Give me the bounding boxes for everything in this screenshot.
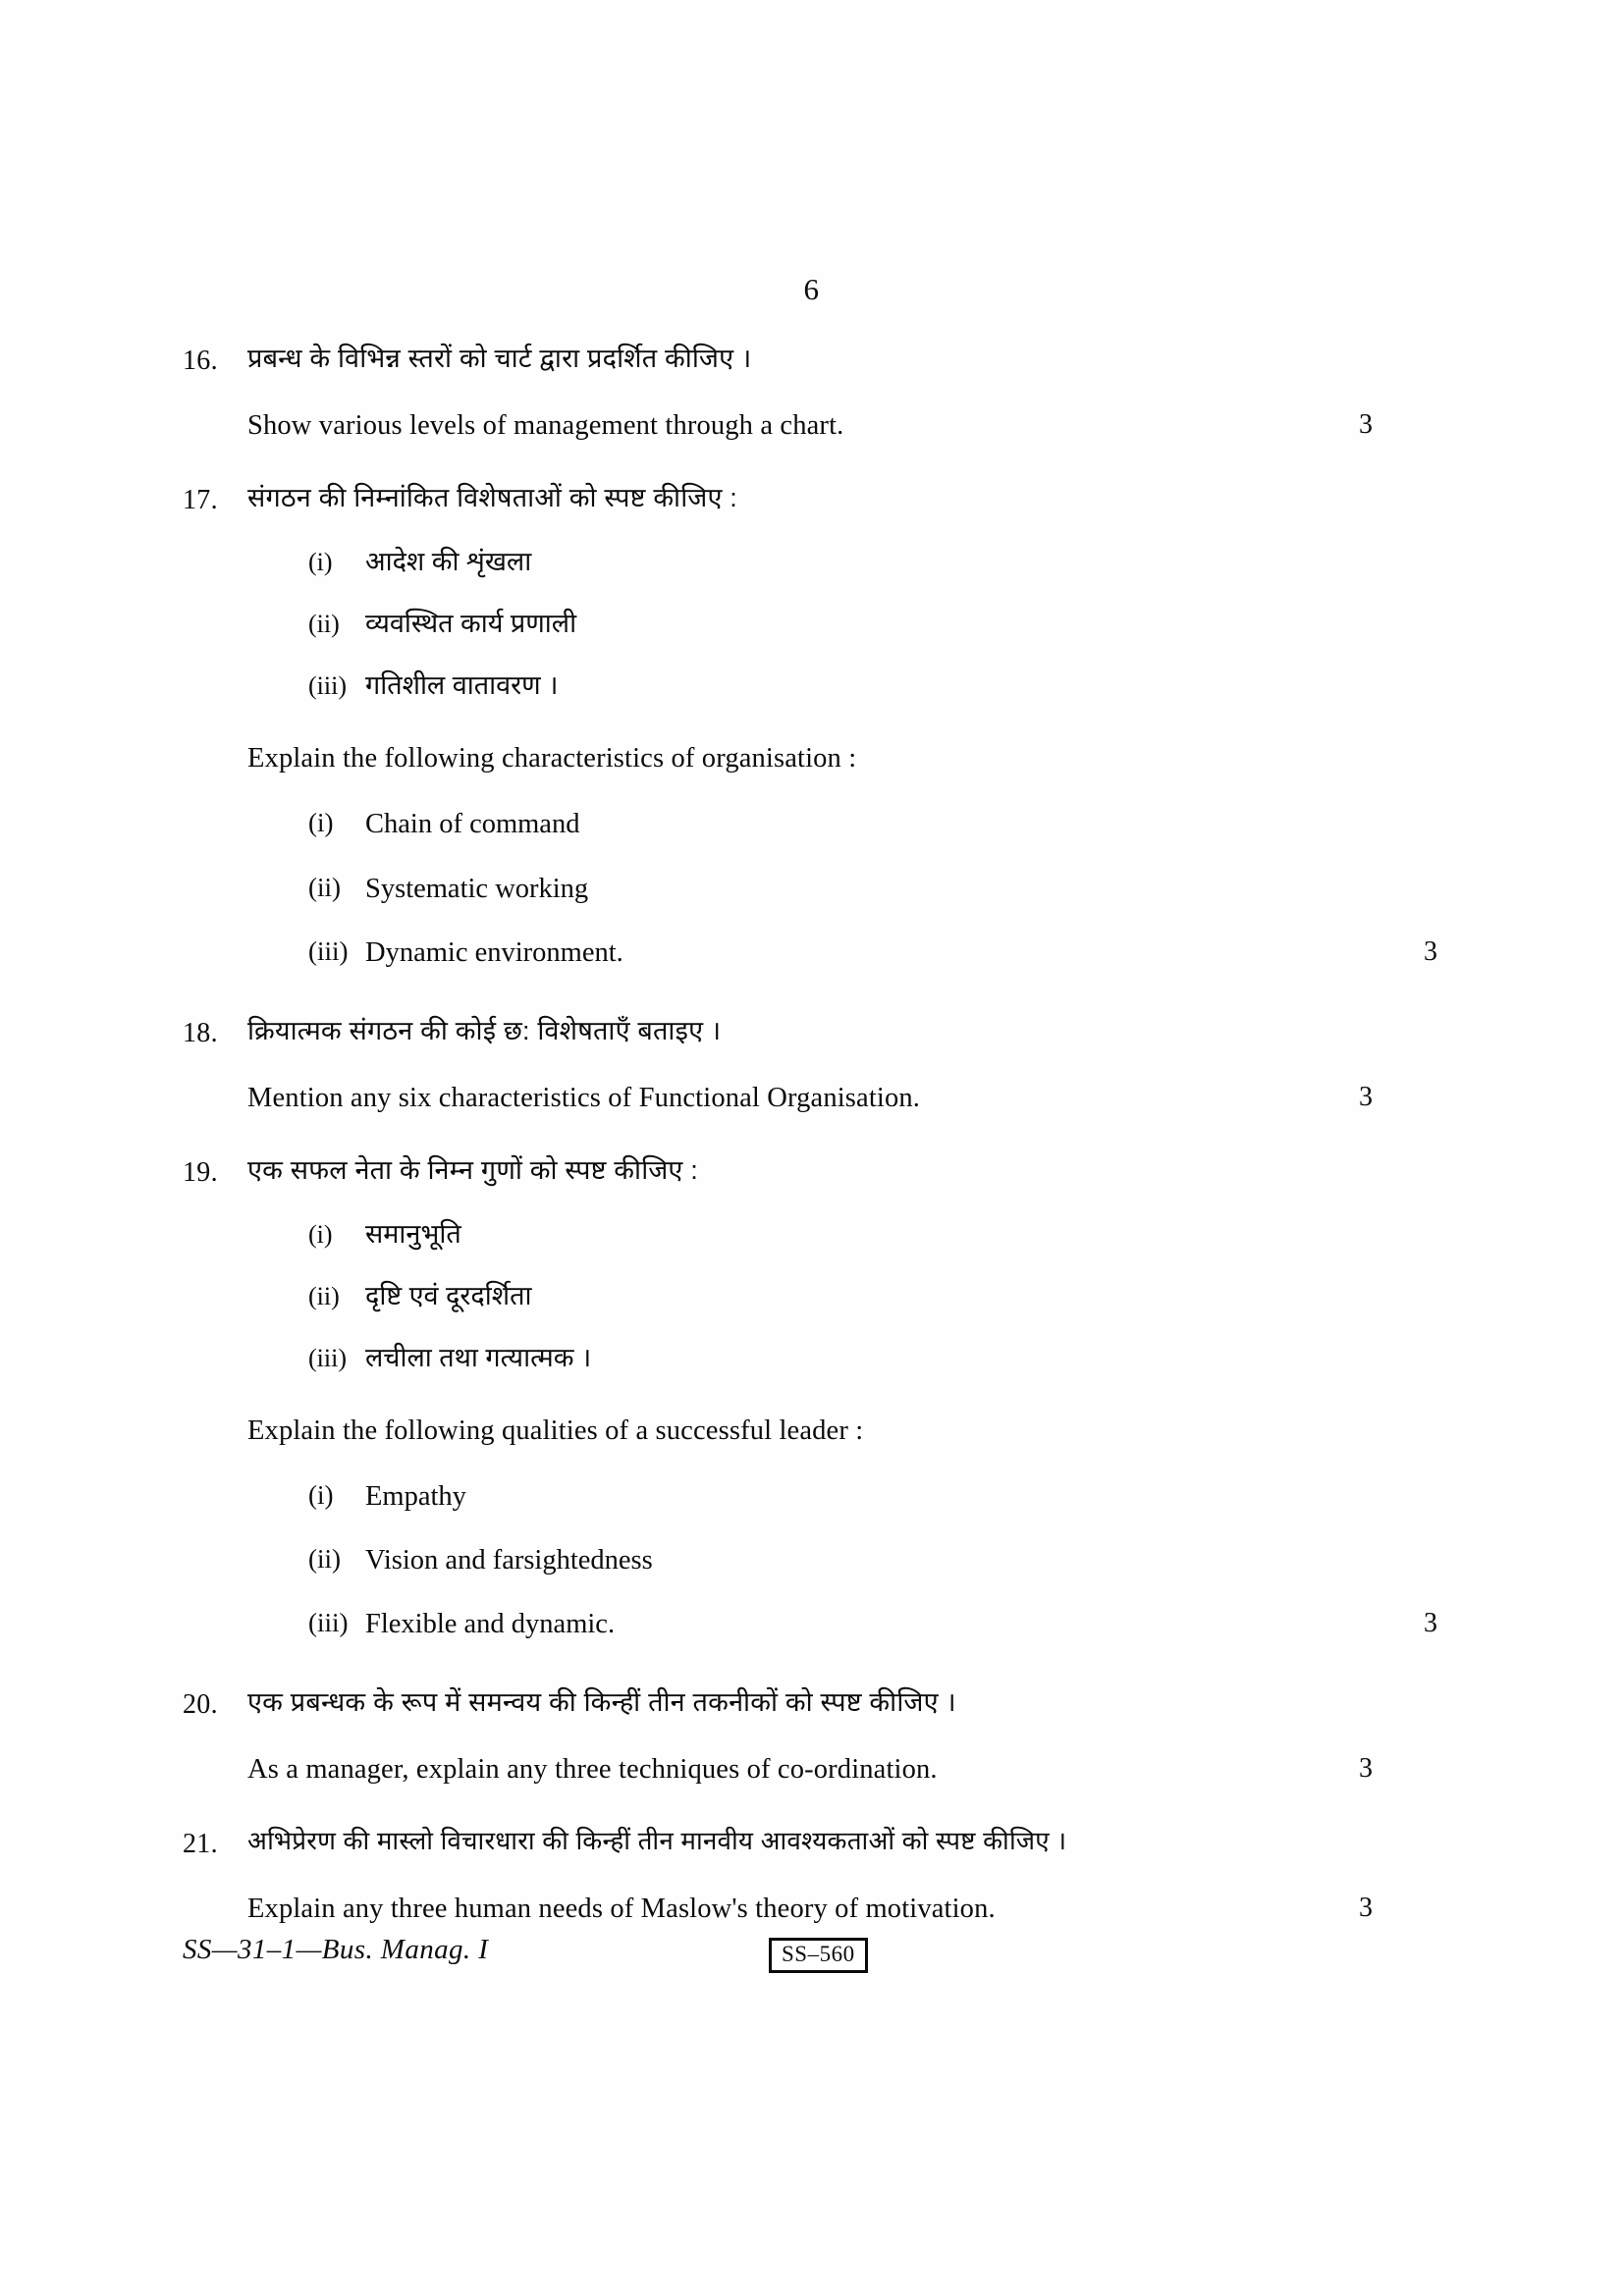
spacer xyxy=(247,1375,1355,1413)
question-19-marks: 3 xyxy=(1424,1608,1437,1639)
subitem-text: गतिशील वातावरण । xyxy=(365,670,559,701)
questions-container xyxy=(183,342,1449,1927)
spacer-col xyxy=(183,1891,247,1893)
question-16-marks: 3 xyxy=(1359,409,1373,440)
question-18-english-text: Mention any six characteristics of Functional Organisation. xyxy=(247,1082,921,1113)
spacer xyxy=(183,1116,1449,1153)
question-19-hindi-text: एक सफल नेता के निम्न गुणों को स्पष्ट कीजिए : xyxy=(247,1154,698,1185)
question-16-hindi-text: प्रबन्ध के विभिन्न स्तरों को चार्ट द्वारा प्रदर्शित कीजिए । xyxy=(247,344,752,373)
subitem-text: आदेश की शृंखला xyxy=(365,547,532,577)
question-16-hindi-row xyxy=(183,342,1449,378)
spacer xyxy=(183,378,1449,407)
question-20-hindi-text: एक प्रबन्धक के रूप में समन्वय की किन्हीं तीन तकनीकों को स्पष्ट कीजिए । xyxy=(247,1687,956,1718)
question-18-english-row xyxy=(183,1080,1449,1116)
question-19-english-text: Explain the following qualities of a successful leader : xyxy=(247,1415,864,1447)
question-21-english-row xyxy=(183,1891,1449,1927)
list-item xyxy=(308,1606,1437,1642)
subitem-text: व्यवस्थित कार्य प्रणाली xyxy=(365,609,577,639)
list-item xyxy=(308,668,1355,703)
spacer xyxy=(183,1722,1449,1751)
spacer xyxy=(183,1642,1449,1685)
subitem-text: दृष्टि एवं दूरदर्शिता xyxy=(365,1280,532,1310)
list-item xyxy=(308,806,1355,842)
paper-code-label: SS—31–1—Bus. Manag. I xyxy=(183,1934,489,1965)
question-20-english-row xyxy=(183,1751,1449,1788)
question-17-marks: 3 xyxy=(1424,935,1437,967)
question-number-18: 18. xyxy=(183,1017,218,1048)
spacer xyxy=(247,1449,1355,1478)
question-18-hindi-text: क्रियात्मक संगठन की कोई छ: विशेषताएँ बताइए । xyxy=(247,1015,722,1045)
question-17-hindi-row xyxy=(183,481,1449,971)
question-block-21 xyxy=(183,1825,1449,1927)
question-20-english-text: As a manager, explain any three techniques of co-ordination. xyxy=(247,1754,938,1786)
spacer-col xyxy=(183,407,247,409)
list-item xyxy=(308,607,1355,641)
question-number-16: 16. xyxy=(183,346,218,376)
subitem-text: Flexible and dynamic. xyxy=(365,1609,616,1640)
spacer-col xyxy=(183,1751,247,1753)
list-item xyxy=(308,545,1355,579)
question-21-hindi-text: अभिप्रेरण की मास्लो विचारधारा की किन्हीं तीन मानवीय आवश्यकताओं को स्पष्ट कीजिए । xyxy=(247,1826,1067,1856)
question-17-hindi-subitems xyxy=(308,545,1355,703)
subitem-label: (i) xyxy=(308,808,334,838)
question-21-hindi-row xyxy=(183,1825,1449,1861)
subitem-label: (iii) xyxy=(308,671,347,701)
spacer xyxy=(247,703,1355,740)
question-21-marks: 3 xyxy=(1359,1893,1373,1924)
question-block-20 xyxy=(183,1685,1449,1788)
spacer xyxy=(183,1788,1449,1825)
question-16-english-text: Show various levels of management through a chart. xyxy=(247,410,844,441)
list-item xyxy=(308,1478,1355,1515)
subitem-text: Vision and farsightedness xyxy=(365,1545,653,1576)
question-number-19: 19. xyxy=(183,1156,218,1188)
spacer xyxy=(247,1188,1355,1217)
subitem-label: (ii) xyxy=(308,610,340,639)
question-17-english-subitems xyxy=(308,806,1437,970)
subitem-text: Chain of command xyxy=(365,809,580,840)
subitem-label: (i) xyxy=(308,1480,334,1511)
spacer xyxy=(183,1050,1449,1080)
subitem-label: (i) xyxy=(308,1219,333,1249)
question-17-hindi-text: संगठन की निम्नांकित विशेषताओं को स्पष्ट कीजिए : xyxy=(247,483,738,513)
question-20-marks: 3 xyxy=(1359,1753,1373,1785)
question-block-18 xyxy=(183,1014,1449,1116)
subitem-text: Dynamic environment. xyxy=(365,936,623,968)
spacer-col xyxy=(183,1080,247,1082)
question-21-english-text: Explain any three human needs of Maslow's theory of motivation. xyxy=(247,1894,996,1925)
subitem-label: (ii) xyxy=(308,872,341,902)
list-item xyxy=(308,871,1355,907)
list-item xyxy=(308,1279,1355,1313)
subitem-label: (iii) xyxy=(308,1343,347,1372)
question-number-20: 20. xyxy=(183,1689,218,1721)
question-18-marks: 3 xyxy=(1359,1081,1373,1112)
subitem-label: (ii) xyxy=(308,1544,341,1575)
question-block-19 xyxy=(183,1153,1449,1643)
question-17-english-text: Explain the following characteristics of organisation : xyxy=(247,743,857,774)
question-number-17: 17. xyxy=(183,485,218,516)
question-19-english-subitems xyxy=(308,1478,1437,1642)
page-number: 6 xyxy=(803,272,820,306)
subitem-label: (iii) xyxy=(308,1608,349,1638)
question-20-hindi-row xyxy=(183,1685,1449,1722)
spacer xyxy=(183,444,1449,481)
question-number-21: 21. xyxy=(183,1829,218,1860)
list-item xyxy=(308,934,1437,971)
list-item xyxy=(308,1542,1355,1578)
question-19-hindi-subitems xyxy=(308,1217,1355,1375)
boxed-series-code: SS–560 xyxy=(769,1938,868,1973)
subitem-text: Systematic working xyxy=(365,873,589,904)
spacer xyxy=(183,971,1449,1014)
spacer xyxy=(247,776,1355,806)
list-item xyxy=(308,1341,1355,1375)
list-item xyxy=(308,1217,1355,1252)
question-block-16 xyxy=(183,342,1449,444)
subitem-label: (iii) xyxy=(308,935,349,966)
subitem-text: समानुभूति xyxy=(365,1218,461,1249)
subitem-label: (ii) xyxy=(308,1281,340,1310)
question-18-hindi-row xyxy=(183,1014,1449,1050)
page-footer xyxy=(183,1934,1449,1993)
subitem-text: लचीला तथा गत्यात्मक । xyxy=(365,1342,592,1372)
spacer xyxy=(247,515,1355,545)
subitem-label: (i) xyxy=(308,548,333,577)
question-16-english-row xyxy=(183,407,1449,444)
spacer xyxy=(183,1861,1449,1891)
subitem-text: Empathy xyxy=(365,1481,466,1513)
question-block-17 xyxy=(183,481,1449,971)
question-19-hindi-row xyxy=(183,1153,1449,1643)
